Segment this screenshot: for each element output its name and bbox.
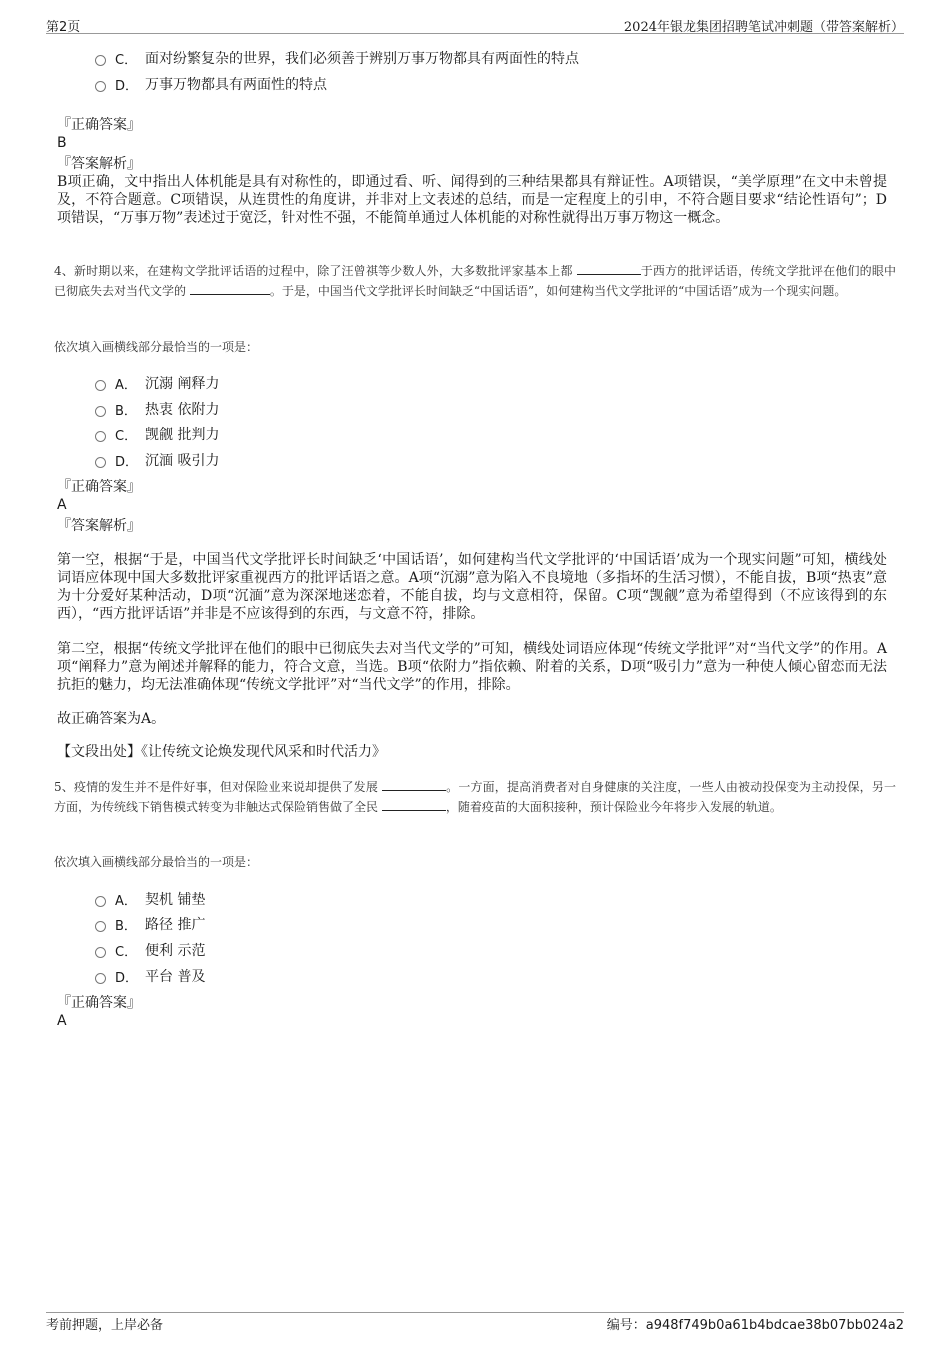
q5-option-a[interactable] [95,889,205,909]
q3-answer: B [57,135,67,151]
q4-option-b-text: 热衷 依附力 [145,402,220,418]
header-divider [46,33,904,34]
q4-analysis-para-2: 第二空，根据“传统文学批评在他们的眼中已彻底失去对当代文学的”可知，横线处词语应体现“传统文学批评”对“当代文学”的作用。A项“阐释力”意为阐述并解释的能力，符合文意，当选。B项“依附力”指依赖、附着的关系，D项“吸引力”意为一种使人倾心留恋而无法抗拒的魅力，均无法准确体现“传统文学批评”对“当代文学”的作用，排除。 [57,641,887,693]
q4-question-text [54,261,896,301]
page-number: 第2页 [46,20,81,35]
q3-option-d-letter: D． [115,78,139,94]
footer-divider [46,1312,904,1313]
radio-icon[interactable] [95,896,106,907]
q5-blank-2 [382,798,446,811]
q5-option-b-letter: B． [115,918,137,934]
q4-answer: A [57,497,67,513]
q5-answer: A [57,1013,67,1029]
document-id: 编号：a948f749b0a61b4bdcae38b07bb024a2 [606,1318,904,1333]
q5-option-c-letter: C． [115,944,138,960]
q4-option-c[interactable] [95,424,219,444]
q3-option-c-letter: C． [115,52,138,68]
q4-option-c-text: 觊觎 批判力 [145,427,220,443]
radio-icon[interactable] [95,431,106,442]
q4-option-b[interactable] [95,399,219,419]
radio-icon[interactable] [95,457,106,468]
q3-option-d-text: 万事万物都具有两面性的特点 [145,77,327,93]
q4-text-part2: 于西方的批评话语，传统文学批评在他们的眼中已彻底失去对当代文学的 [54,264,896,298]
q3-option-d[interactable] [95,74,327,94]
q4-text-part1: 4、新时期以来，在建构文学批评话语的过程中，除了汪曾祺等少数人外，大多数批评家基本上都 [54,264,577,278]
q5-text-part1: 5、疫情的发生并不是件好事，但对保险业来说却提供了发展 [54,780,382,794]
q4-option-d-text: 沉湎 吸引力 [145,453,220,469]
q4-option-d[interactable] [95,450,219,470]
q5-option-d-letter: D． [115,970,139,986]
q5-option-c-text: 便利 示范 [145,943,206,959]
radio-icon[interactable] [95,406,106,417]
q4-instruction: 依次填入画横线部分最恰当的一项是： [54,340,259,354]
q5-option-a-text: 契机 铺垫 [145,892,206,908]
q4-source: 【文段出处】《让传统文论焕发现代风采和时代活力》 [57,744,386,760]
q5-option-a-letter: A． [115,893,137,909]
q3-answer-label: 『正确答案』 [57,117,141,133]
radio-icon[interactable] [95,55,106,66]
radio-icon[interactable] [95,973,106,984]
q4-option-a[interactable] [95,373,219,393]
radio-icon[interactable] [95,81,106,92]
q4-analysis-label: 『答案解析』 [57,518,141,534]
q4-option-c-letter: C． [115,428,138,444]
q5-option-b-text: 路径 推广 [145,917,206,933]
radio-icon[interactable] [95,947,106,958]
q4-option-a-text: 沉溺 阐释力 [145,376,220,392]
q4-option-b-letter: B． [115,403,137,419]
q3-analysis-text: B项正确，文中指出人体机能是具有对称性的，即通过看、听、闻得到的三种结果都具有辩证性。A项错误，“美学原理”在文中未曾提及，不符合题意。C项错误，从连贯性的角度讲，并非对上文表述的总结，而是一定程度上的引申，不符合题目要求“结论性语句”；D项错误，“万事万物”表述过于宽泛，针对性不强，不能简单通过人体机能的对称性就得出万事万物这一概念。 [57,174,887,226]
q4-analysis-para-1: 第一空，根据“于是，中国当代文学批评长时间缺乏‘中国话语’，如何建构当代文学批评的‘中国话语’成为一个现实问题”可知，横线处词语应体现中国大多数批评家重视西方的批评话语之意。A项“沉溺”意为陷入不良境地（多指坏的生活习惯），不能自拔，B项“热衷”意为十分爱好某种活动，D项“沉湎”意为深深地迷恋着，不能自拔，均与文意相符，保留。C项“觊觎”意为希望得到（不应该得到的东西），“西方批评话语”并非是不应该得到的东西，与文意不符，排除。 [57,552,887,622]
q5-option-b[interactable] [95,914,205,934]
q5-option-c[interactable] [95,940,205,960]
document-title: 2024年银龙集团招聘笔试冲刺题（带答案解析） [623,20,904,35]
q5-blank-1 [382,778,446,791]
q3-option-c[interactable] [95,48,579,68]
q4-blank-2 [190,282,270,295]
q5-text-part2: 。一方面，提高消费者对自身健康的关注度，一些人由被动投保变为主动投保，另一方面，为传统线下销售模式转变为非触达式保险销售做了全民 [54,780,896,814]
q5-instruction: 依次填入画横线部分最恰当的一项是： [54,855,259,869]
q5-answer-label: 『正确答案』 [57,995,141,1011]
q5-option-d-text: 平台 普及 [145,969,206,985]
q4-analysis-conclusion: 故正确答案为A。 [57,711,166,727]
footer-slogan: 考前押题，上岸必备 [46,1318,164,1333]
q4-blank-1 [577,262,641,275]
radio-icon[interactable] [95,380,106,391]
q5-text-part3: ，随着疫苗的大面积接种，预计保险业今年将步入发展的轨道。 [445,800,782,814]
q4-text-part3: 。于是，中国当代文学批评长时间缺乏“中国话语”，如何建构当代文学批评的“中国话语”成为一个现实问题。 [269,284,847,298]
q5-option-d[interactable] [95,966,205,986]
q4-option-d-letter: D． [115,454,139,470]
q3-analysis-label: 『答案解析』 [57,156,141,172]
q4-option-a-letter: A． [115,377,137,393]
radio-icon[interactable] [95,921,106,932]
q5-question-text [54,777,896,817]
q3-option-c-text: 面对纷繁复杂的世界，我们必须善于辨别万事万物都具有两面性的特点 [145,51,579,67]
q4-answer-label: 『正确答案』 [57,479,141,495]
